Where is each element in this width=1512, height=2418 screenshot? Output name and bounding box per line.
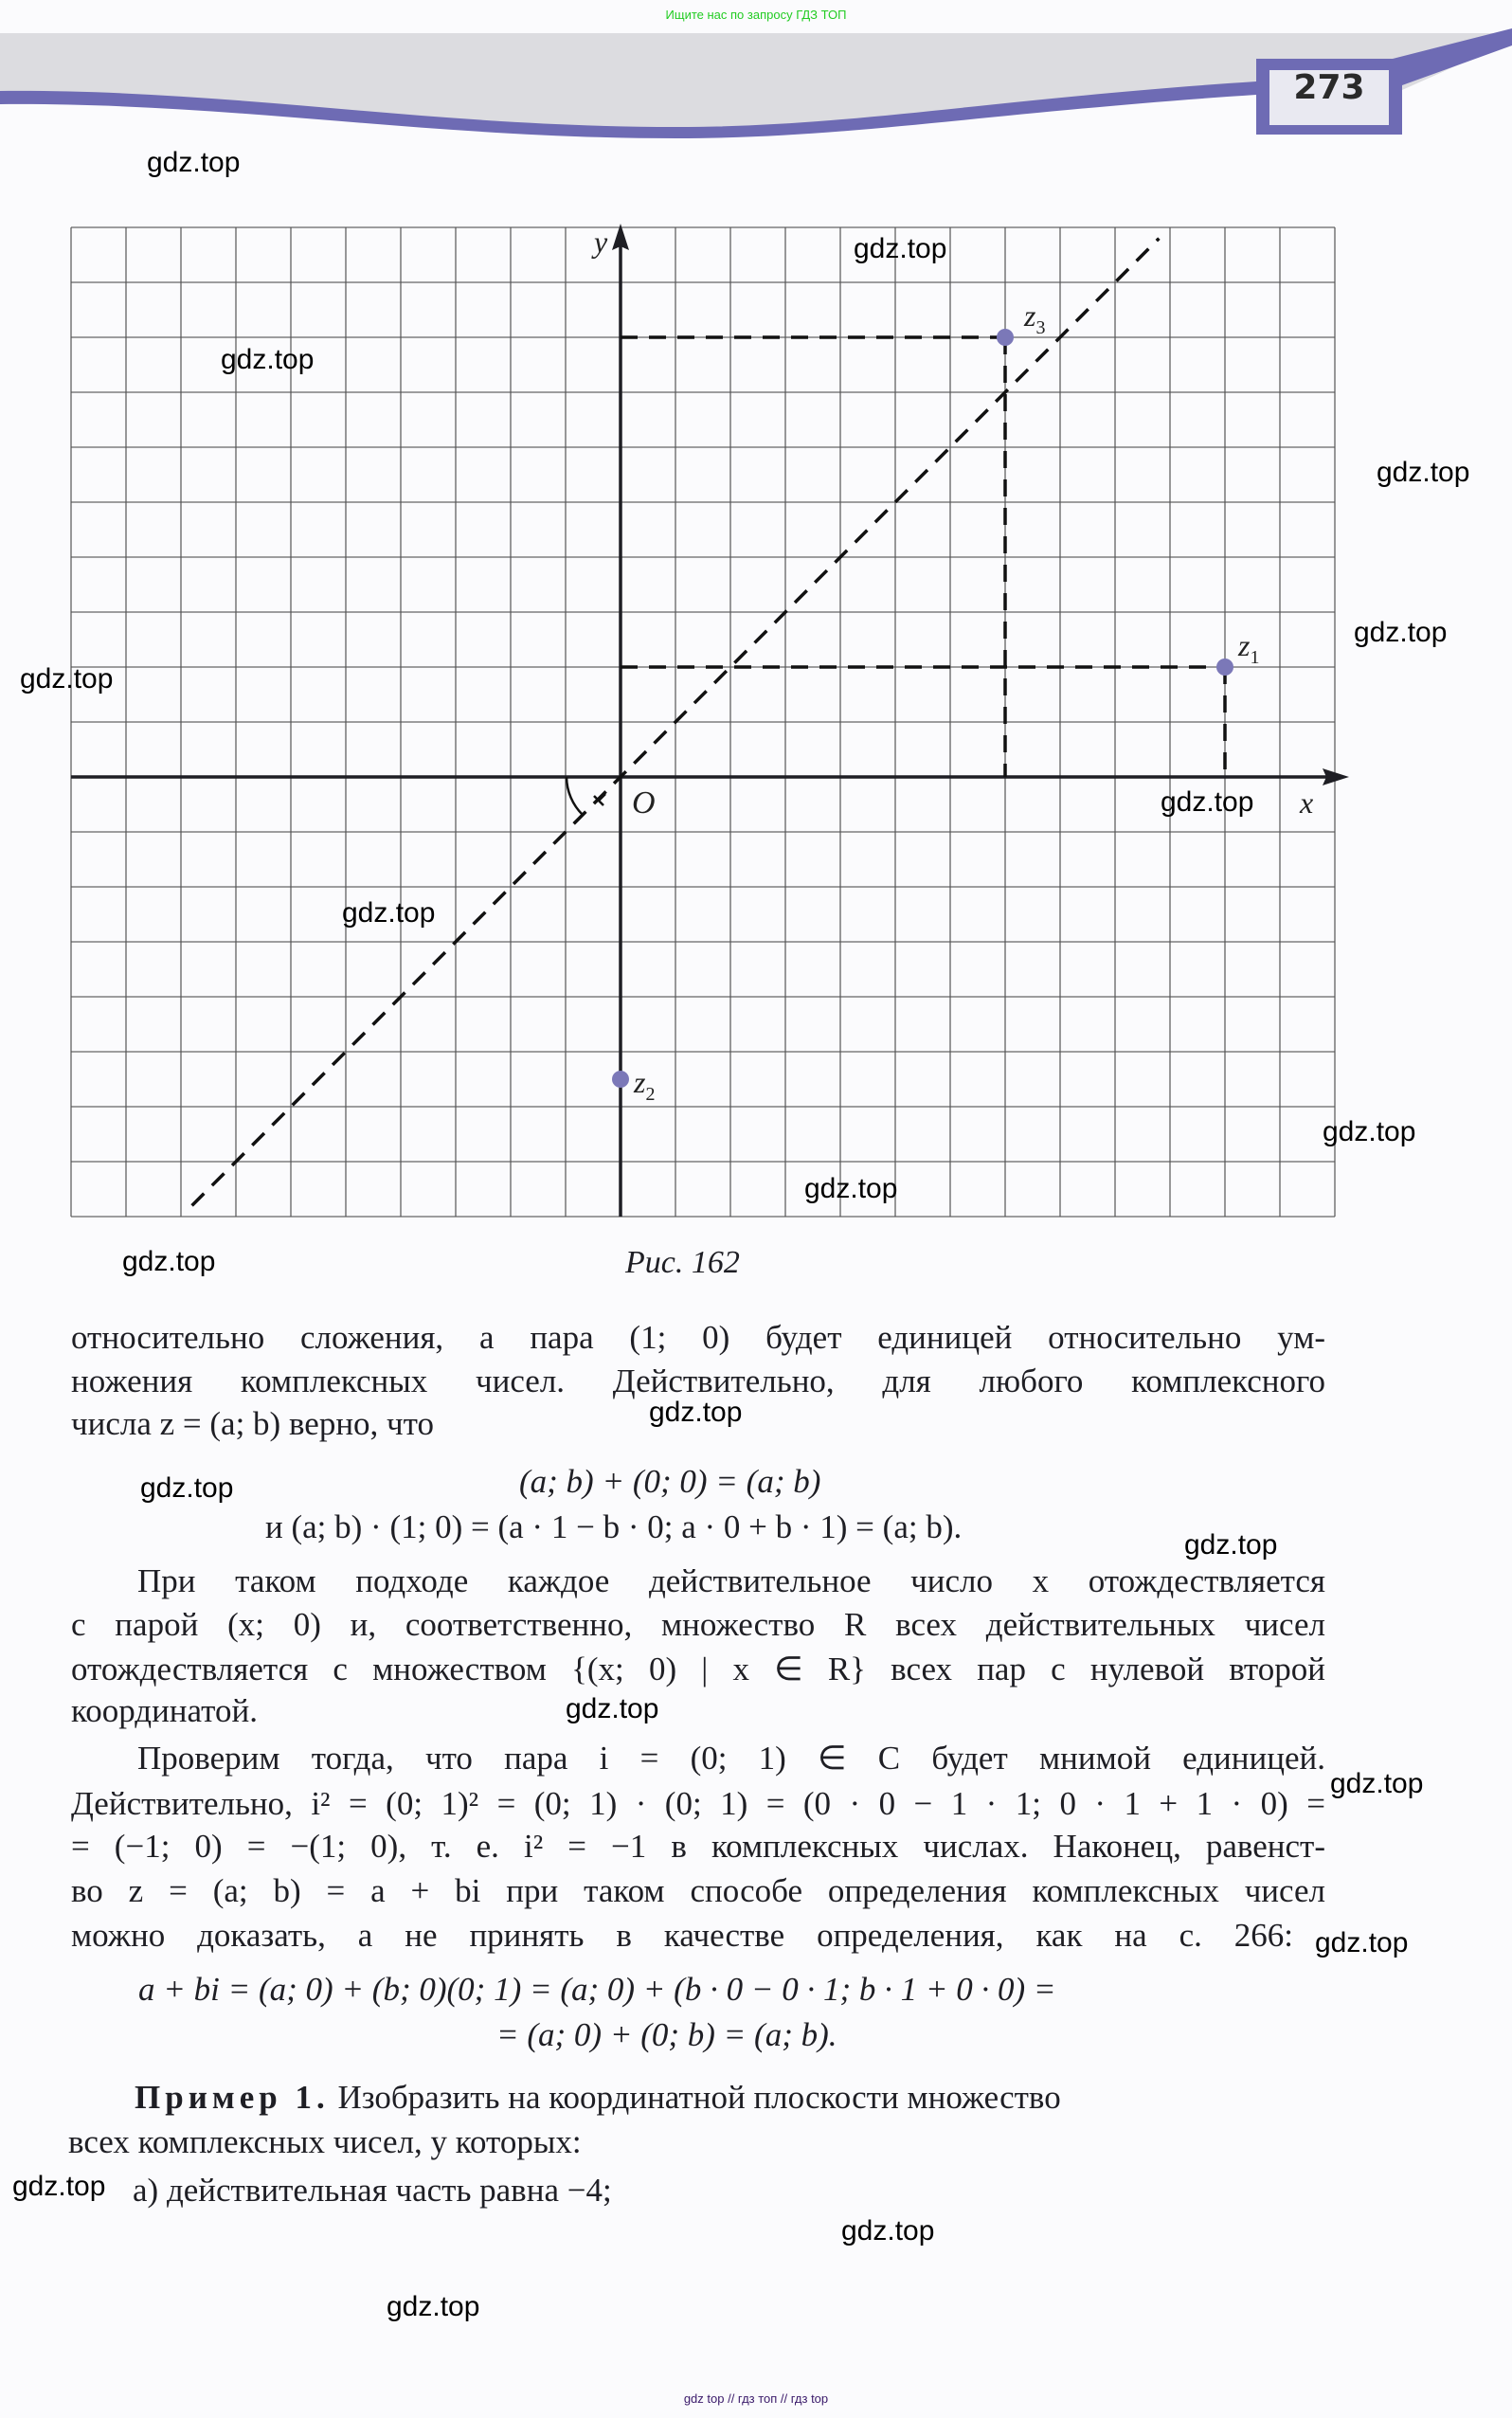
watermark: gdz.top (1377, 457, 1470, 488)
page-number: 273 (1293, 68, 1365, 107)
y-axis-label: y (594, 225, 608, 259)
formula-addition-identity: (a; b) + (0; 0) = (a; b) (519, 1463, 821, 1500)
watermark: gdz.top (387, 2291, 480, 2322)
formula-a-plus-bi-result: = (a; 0) + (0; b) = (a; b). (496, 2016, 837, 2053)
x-axis-arrow-icon (1323, 768, 1349, 785)
text-line: = (−1; 0) = −(1; 0), т. е. i² = −1 в комплексных числах. Наконец, равенст- (71, 1828, 1325, 1865)
text-line: Действительно, i² = (0; 1)² = (0; 1) · (0; 1) = (0 · 0 − 1 · 1; 0 · 1 + 1 · 0) = (71, 1785, 1325, 1822)
formula-multiplication-identity: и (a; b) · (1; 0) = (a · 1 − b · 0; a · 0 + b · 1) = (a; b). (265, 1508, 963, 1545)
watermark: gdz.top (12, 2171, 106, 2202)
figure-caption: Рис. 162 (625, 1245, 740, 1280)
text-line: можно доказать, а не принять в качестве определения, как на с. 266: (71, 1917, 1293, 1954)
text-line: с парой (x; 0) и, соответственно, множество R всех действительных чисел (71, 1606, 1325, 1643)
watermark: gdz.top (342, 897, 436, 929)
example-text: Изобразить на координатной плоскости множество (329, 2079, 1061, 2116)
watermark: gdz.top (841, 2215, 935, 2247)
text-line: Проверим тогда, что пара i = (0; 1) ∈ C будет мнимой единицей. (137, 1740, 1325, 1777)
x-axis-label: x (1300, 785, 1314, 820)
search-hint: Ищите нас по запросу ГДЗ ТОП (665, 8, 847, 22)
watermark: gdz.top (122, 1246, 216, 1277)
point-label-z3: $z_3$ (1024, 298, 1046, 338)
point-z2 (612, 1071, 629, 1088)
example-heading (135, 2079, 1325, 2117)
formula-a-plus-bi: a + bi = (a; 0) + (b; 0)(0; 1) = (a; 0) + (b · 0 − 0 · 1; b · 1 + 0 · 0) = (138, 1971, 1056, 2008)
text-line: всех комплексных чисел, у которых: (68, 2123, 582, 2160)
text-line: При таком подходе каждое действительное число x отождествляется (137, 1562, 1325, 1599)
point-z3 (997, 329, 1014, 346)
example-item-a: а) действительная часть равна −4; (133, 2172, 612, 2209)
watermark: gdz.top (649, 1397, 743, 1428)
watermark: gdz.top (854, 233, 947, 264)
watermark: gdz.top (20, 663, 114, 695)
watermark: gdz.top (147, 147, 241, 178)
point-z1 (1216, 659, 1233, 676)
example-label: Пример 1. (135, 2079, 330, 2116)
watermark: gdz.top (1161, 786, 1254, 818)
watermark: gdz.top (1330, 1768, 1424, 1799)
point-label-z1: $z_1$ (1238, 628, 1260, 668)
point-label-z2: $z_2$ (634, 1065, 656, 1105)
footer-note: gdz top // гдз топ // гдз top (683, 2391, 829, 2406)
watermark: gdz.top (804, 1173, 898, 1204)
watermark: gdz.top (1184, 1529, 1278, 1561)
text-line: отождествляется с множеством {(x; 0) | x ∈ R} всех пар с нулевой второй (71, 1651, 1325, 1687)
text-line: координатой. (71, 1692, 258, 1729)
watermark: gdz.top (221, 344, 315, 375)
text-line: ножения комплексных чисел. Действительно, для любого комплексного (71, 1362, 1325, 1399)
watermark: gdz.top (140, 1472, 234, 1504)
watermark: gdz.top (566, 1693, 659, 1724)
watermark: gdz.top (1354, 617, 1448, 648)
watermark: gdz.top (1315, 1927, 1409, 1958)
watermark: gdz.top (1323, 1116, 1416, 1147)
angle-arc (567, 777, 583, 815)
text-line: числа z = (a; b) верно, что (71, 1405, 434, 1442)
text-line: относительно сложения, а пара (1; 0) будет единицей относительно ум- (71, 1319, 1325, 1356)
origin-label: O (632, 785, 656, 821)
text-line: во z = (a; b) = a + bi при таком способе определения комплексных чисел (71, 1872, 1325, 1909)
